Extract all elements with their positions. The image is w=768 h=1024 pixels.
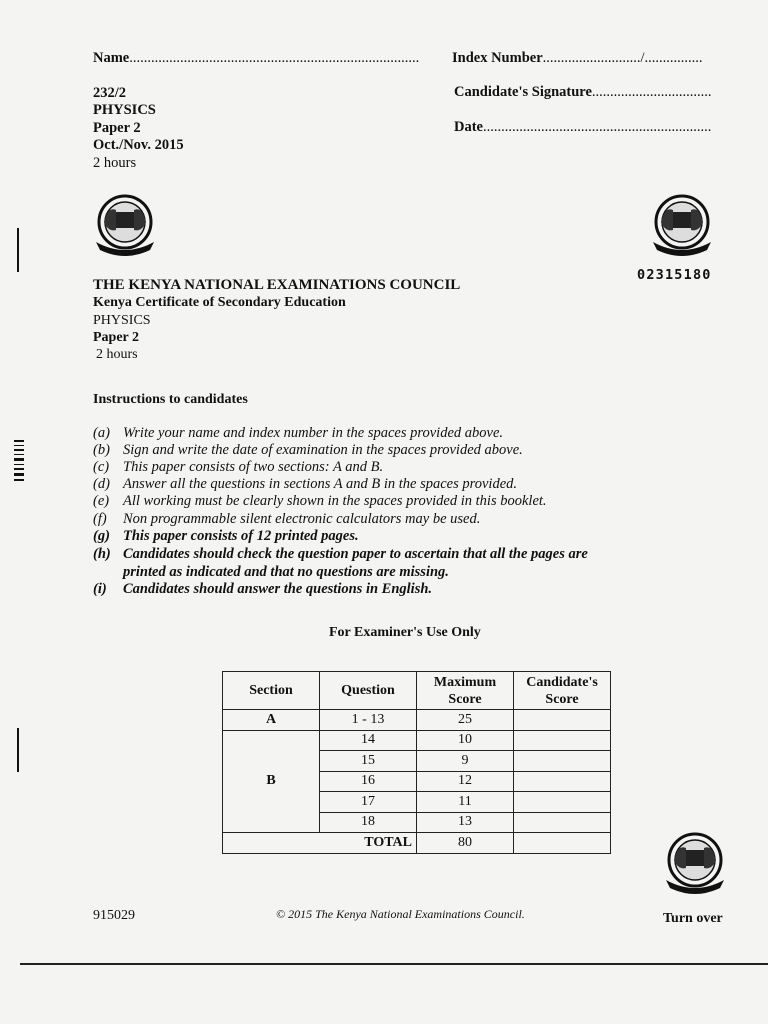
question-cell: 15 bbox=[320, 751, 417, 772]
question-cell: 1 - 13 bbox=[320, 710, 417, 731]
instruction-item: (i) Candidates should answer the questions in English. bbox=[93, 581, 433, 597]
footer-code: 915029 bbox=[93, 908, 135, 923]
name-field[interactable] bbox=[93, 50, 419, 67]
index-number-field[interactable] bbox=[452, 50, 703, 67]
question-cell: 14 bbox=[320, 730, 417, 751]
max-score-cell: 25 bbox=[417, 710, 514, 731]
copyright-notice: © 2015 The Kenya National Examinations Council. bbox=[276, 907, 525, 921]
max-score-cell: 12 bbox=[417, 771, 514, 792]
council-name: THE KENYA NATIONAL EXAMINATIONS COUNCIL bbox=[93, 277, 461, 293]
name-dots: ................................................................................ bbox=[129, 50, 420, 66]
question-cell: 16 bbox=[320, 771, 417, 792]
margin-mark bbox=[17, 228, 19, 272]
header-question: Question bbox=[320, 672, 417, 710]
bottom-rule bbox=[20, 963, 768, 965]
total-value: 80 bbox=[417, 833, 514, 854]
council-paper: Paper 2 bbox=[93, 330, 140, 345]
candidate-total-cell[interactable] bbox=[514, 833, 611, 854]
header-subject: PHYSICS bbox=[93, 102, 156, 118]
section-b-cell: B bbox=[223, 730, 320, 833]
name-label: Name bbox=[93, 50, 130, 66]
candidate-score-cell[interactable] bbox=[514, 751, 611, 772]
instruction-item: (f) Non programmable silent electronic calculators may be used. bbox=[93, 511, 481, 527]
margin-mark bbox=[17, 728, 19, 772]
total-label: TOTAL bbox=[223, 833, 417, 854]
instruction-item: (d) Answer all the questions in sections A and B in the spaces provided. bbox=[93, 476, 518, 492]
knec-emblem-right bbox=[647, 192, 717, 260]
table-header-row bbox=[223, 672, 611, 710]
knec-emblem-footer bbox=[660, 830, 730, 898]
instruction-item: (e) All working must be clearly shown in the spaces provided in this booklet. bbox=[93, 493, 547, 509]
instruction-item: (a) Write your name and index number in the spaces provided above. bbox=[93, 425, 504, 441]
council-subject: PHYSICS bbox=[93, 313, 151, 328]
signature-field[interactable] bbox=[454, 84, 712, 101]
header-duration: 2 hours bbox=[93, 155, 137, 171]
instruction-item: (b) Sign and write the date of examination in the spaces provided above. bbox=[93, 442, 523, 458]
header-section: Section bbox=[223, 672, 320, 710]
candidate-score-cell[interactable] bbox=[514, 710, 611, 731]
max-score-cell: 11 bbox=[417, 792, 514, 813]
candidate-score-cell[interactable] bbox=[514, 730, 611, 751]
candidate-score-cell[interactable] bbox=[514, 812, 611, 833]
candidate-score-cell[interactable] bbox=[514, 771, 611, 792]
header-max-score: Maximum Score bbox=[417, 672, 514, 710]
header-session: Oct./Nov. 2015 bbox=[93, 137, 184, 153]
table-row bbox=[223, 730, 611, 751]
instruction-item: (c) This paper consists of two sections: A and B. bbox=[93, 459, 384, 475]
instruction-item: printed as indicated and that no questions are missing. bbox=[123, 564, 449, 580]
certificate-title: Kenya Certificate of Secondary Education bbox=[93, 295, 346, 310]
paper-code: 232/2 bbox=[93, 85, 127, 101]
council-duration: 2 hours bbox=[96, 347, 138, 362]
instruction-item: (g) This paper consists of 12 printed pages. bbox=[93, 528, 359, 544]
index-label: Index Number bbox=[452, 50, 543, 66]
date-label: Date bbox=[454, 119, 483, 135]
index-dots: .........................../................ bbox=[542, 50, 703, 66]
section-a-cell: A bbox=[223, 710, 320, 731]
max-score-cell: 10 bbox=[417, 730, 514, 751]
table-row bbox=[223, 710, 611, 731]
signature-label: Candidate's Signature bbox=[454, 84, 592, 100]
question-cell: 17 bbox=[320, 792, 417, 813]
turn-over: Turn over bbox=[663, 911, 723, 926]
examiner-score-table bbox=[222, 671, 611, 854]
examiner-caption: For Examiner's Use Only bbox=[329, 625, 481, 640]
max-score-cell: 9 bbox=[417, 751, 514, 772]
instructions-heading: Instructions to candidates bbox=[93, 392, 248, 407]
instruction-item: (h) Candidates should check the question paper to ascertain that all the pages are bbox=[93, 546, 588, 562]
serial-number: 02315180 bbox=[637, 267, 712, 283]
question-cell: 18 bbox=[320, 812, 417, 833]
max-score-cell: 13 bbox=[417, 812, 514, 833]
candidate-score-cell[interactable] bbox=[514, 792, 611, 813]
signature-dots: ................................. bbox=[591, 84, 712, 100]
barcode-icon bbox=[14, 440, 24, 482]
date-dots: ............................................................... bbox=[483, 119, 712, 135]
knec-emblem-left bbox=[90, 192, 160, 260]
header-paper: Paper 2 bbox=[93, 120, 141, 136]
header-candidate-score: Candidate's Score bbox=[514, 672, 611, 710]
table-total-row bbox=[223, 833, 611, 854]
date-field[interactable] bbox=[454, 119, 711, 136]
